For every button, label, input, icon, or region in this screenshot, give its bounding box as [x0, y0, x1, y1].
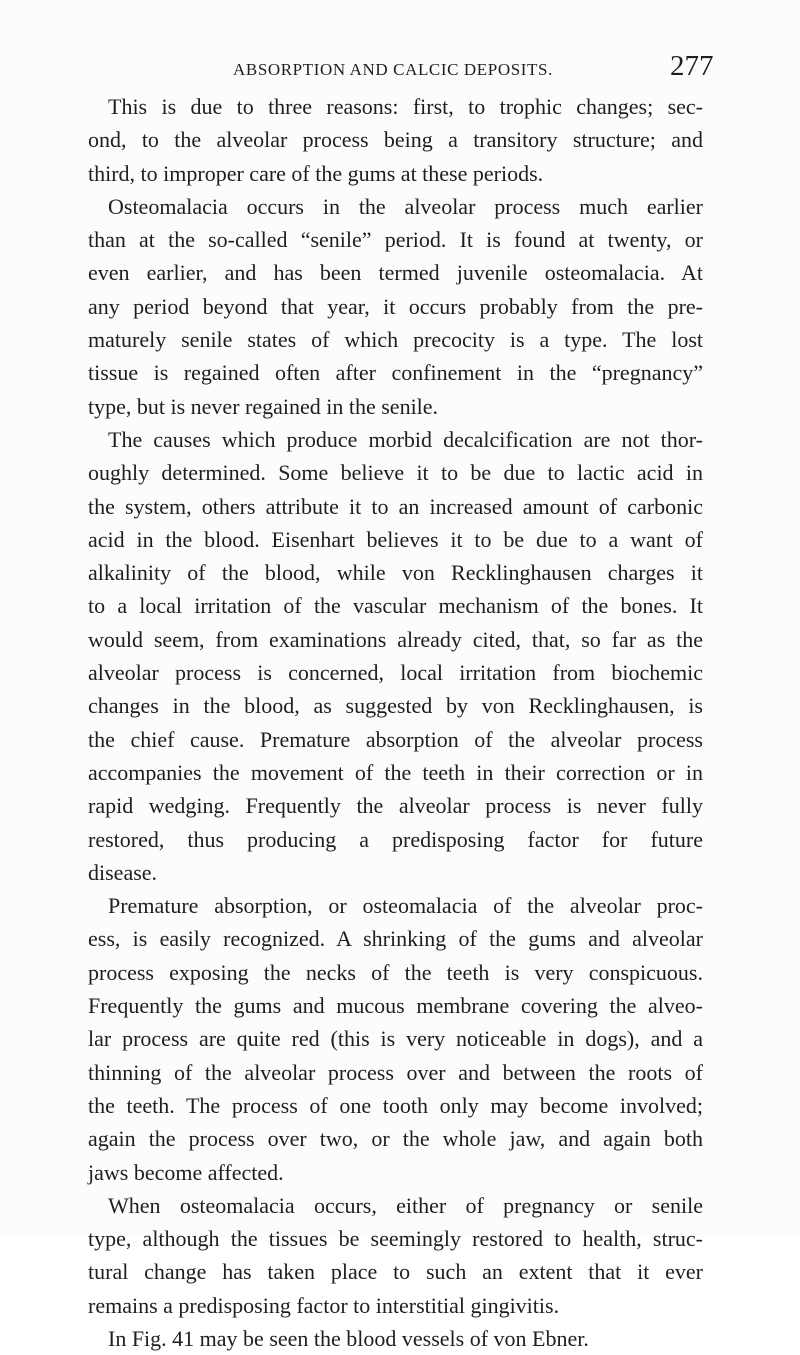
text-line: thinning of the alveolar process over and between the roots of [88, 1059, 703, 1085]
text-line: This is due to three reasons: first, to trophic changes; sec- [108, 94, 703, 119]
text-line: Frequently the gums and mucous membrane covering the alveo- [88, 993, 703, 1019]
text-line: Osteomalacia occurs in the alveolar process much earlier [108, 193, 703, 219]
text-line: alkalinity of the blood, while von Recklinghausen charges it [88, 560, 703, 586]
text-line: third, to improper care of the gums at these periods. [88, 160, 544, 186]
text-line: Premature absorption, or osteomalacia of the alveolar proc- [108, 893, 703, 919]
text-line: changes in the blood, as suggested by von Recklinghausen, is [88, 693, 703, 719]
text-line: the teeth. The process of one tooth only may become involved; [88, 1092, 703, 1118]
text-line: any period beyond that year, it occurs probably from the pre- [88, 293, 703, 319]
text-line: tural change has taken place to such an extent that it ever [88, 1259, 703, 1285]
text-line: maturely senile states of which precocity is a type. The lost [88, 327, 703, 353]
text-line: lar process are quite red (this is very noticeable in dogs), and a [88, 1026, 703, 1052]
running-head [0, 50, 800, 90]
running-head-title: ABSORPTION AND CALCIC DEPOSITS. [233, 60, 553, 79]
text-line: accompanies the movement of the teeth in their correction or in [88, 759, 703, 785]
text-line: than at the so-called “senile” period. It is found at twenty, or [88, 227, 703, 253]
text-line: the chief cause. Premature absorption of the alveolar process [88, 726, 703, 752]
text-line: type, but is never regained in the senile. [88, 393, 439, 419]
text-line: In Fig. 41 may be seen the blood vessels of von Ebner. [108, 1325, 589, 1351]
text-line: oughly determined. Some believe it to be due to lactic acid in [88, 460, 703, 486]
text-line: The causes which produce morbid decalcification are not thor- [108, 426, 703, 452]
text-line: disease. [88, 859, 158, 885]
page-number: 277 [670, 50, 714, 82]
text-line: ond, to the alveolar process being a transitory structure; and [88, 127, 703, 153]
text-line: would seem, from examinations already cited, that, so far as the [88, 626, 703, 652]
text-line: the system, others attribute it to an increased amount of carbonic [88, 493, 703, 519]
body-text [88, 90, 703, 1355]
text-line: acid in the blood. Eisenhart believes it to be due to a want of [88, 526, 703, 552]
text-line: type, although the tissues be seemingly restored to health, struc- [88, 1226, 703, 1252]
text-line: even earlier, and has been termed juvenile osteomalacia. At [88, 260, 703, 286]
text-line: rapid wedging. Frequently the alveolar process is never fully [88, 793, 703, 819]
text-line: tissue is regained often after confinement in the “pregnancy” [88, 360, 703, 386]
text-line: When osteomalacia occurs, either of pregnancy or senile [108, 1192, 703, 1218]
text-line: alveolar process is concerned, local irritation from biochemic [88, 660, 703, 686]
text-line: to a local irritation of the vascular mechanism of the bones. It [88, 593, 703, 619]
text-line: jaws become affected. [88, 1159, 284, 1185]
text-line: ess, is easily recognized. A shrinking of the gums and alveolar [88, 926, 703, 952]
text-line: restored, thus producing a predisposing factor for future [88, 826, 703, 852]
text-line: remains a predisposing factor to interstitial gingivitis. [88, 1292, 560, 1318]
text-line: again the process over two, or the whole jaw, and again both [88, 1126, 703, 1152]
text-line: process exposing the necks of the teeth is very conspicuous. [88, 959, 703, 985]
